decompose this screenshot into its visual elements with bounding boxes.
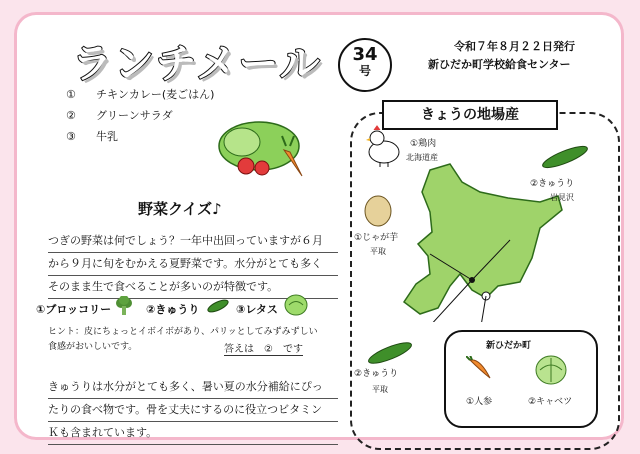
menu-item-number: ② xyxy=(66,109,76,122)
local-item-label: ②きゅうり xyxy=(530,179,575,189)
quiz-option-broccoli: ①ブロッコリー xyxy=(36,303,112,316)
local-item-place: 平取 xyxy=(372,385,388,394)
quiz-answer xyxy=(224,340,303,355)
fact-line: Ｋも含まれています。 xyxy=(48,422,338,445)
quiz-line: そのまま生で食べることが多いのが特徴です。 xyxy=(48,276,338,299)
quiz-option-cucumber: ②きゅうり xyxy=(146,303,200,316)
quiz-line: から９月に旬をむかえる夏野菜です。水分がとても多く xyxy=(48,253,338,276)
local-produce-title: きょうの地場産 xyxy=(382,100,558,130)
fact-line: きゅうりは水分がとても多く、暑い夏の水分補給にぴっ xyxy=(48,376,338,399)
quiz-question xyxy=(48,230,338,299)
menu-item xyxy=(66,86,214,102)
local-item-place: 平取 xyxy=(370,247,386,256)
local-item-place: 北海道産 xyxy=(406,153,438,162)
cucumber-icon xyxy=(538,144,592,170)
fact-line: たりの食べ物です。骨を丈夫にするのに役立つビタミン xyxy=(48,399,338,422)
cucumber-icon xyxy=(206,298,230,314)
carrot-icon xyxy=(466,356,494,386)
quiz-answer-text: 答えは ② です xyxy=(224,344,303,355)
broccoli-icon xyxy=(114,296,134,316)
chicken-icon xyxy=(364,122,402,168)
menu-item-number: ① xyxy=(66,88,76,101)
cucumber-fact xyxy=(48,376,338,445)
quiz-line: つぎの野菜は何でしょう？一年中出回っていますが６月 xyxy=(48,230,338,253)
menu-item-number: ③ xyxy=(66,130,76,143)
issue-badge xyxy=(338,38,392,92)
menu-item xyxy=(66,107,173,123)
potato-icon xyxy=(362,194,394,228)
issue-number: 34 xyxy=(352,44,378,65)
shinhidaka-inset xyxy=(444,330,598,428)
vegetables-illustration xyxy=(204,116,314,180)
cucumber-icon xyxy=(364,340,416,366)
menu-item-name: 牛乳 xyxy=(96,130,118,143)
inset-title: 新ひだか町 xyxy=(486,341,532,351)
quiz-option-lettuce: ③レタス xyxy=(236,303,278,316)
local-item-label: ①じゃが芋 xyxy=(354,233,399,243)
menu-item-name: グリーンサラダ xyxy=(96,109,173,122)
issue-date: 令和７年８月２２日発行 xyxy=(454,40,575,53)
menu-item-name: チキンカレー(麦ごはん) xyxy=(96,88,215,101)
newsletter-title: ランチメール xyxy=(72,41,322,87)
cabbage-icon xyxy=(534,354,568,386)
inset-item-label: ①人参 xyxy=(466,397,493,407)
menu-item xyxy=(66,128,118,144)
local-item-label: ①鶏肉 xyxy=(410,139,437,149)
local-item-place: 岩見沢 xyxy=(550,193,574,202)
inset-item-label: ②キャベツ xyxy=(528,397,573,407)
hint-line: ヒント：皮にちょっとイボイボがあり、パリッとしてみずみずしい xyxy=(48,327,318,337)
quiz-title: 野菜クイズ♪ xyxy=(138,200,222,218)
hint-line: 食感がおいしいです。 xyxy=(48,342,138,352)
newsletter-page xyxy=(14,12,624,440)
issue-unit: 号 xyxy=(358,64,371,78)
lettuce-icon xyxy=(284,294,308,316)
local-item-label: ②きゅうり xyxy=(354,369,399,379)
publisher-name: 新ひだか町学校給食センター xyxy=(428,58,571,71)
